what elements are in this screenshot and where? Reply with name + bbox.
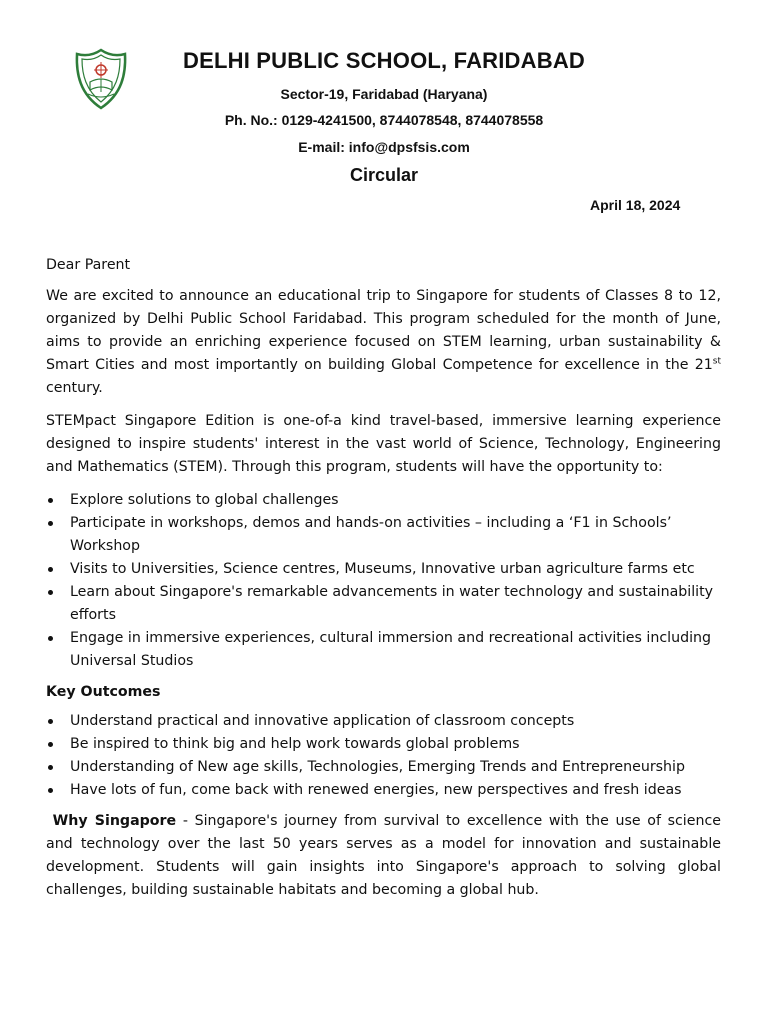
- key-outcomes-heading: Key Outcomes: [46, 684, 161, 700]
- list-item: Be inspired to think big and help work towards global problems: [46, 733, 721, 756]
- list-item: Have lots of fun, come back with renewed energies, new perspectives and fresh ideas: [46, 779, 721, 802]
- letter-body: [46, 254, 721, 912]
- school-email: E-mail: info@dpsfsis.com: [298, 139, 470, 155]
- list-item: Understand practical and innovative application of classroom concepts: [46, 710, 721, 733]
- school-phone: Ph. No.: 0129-4241500, 8744078548, 8744078558: [224, 112, 544, 128]
- list-item: Engage in immersive experiences, cultural immersion and recreational activities including Universal Studios: [46, 627, 721, 673]
- why-singapore-paragraph: Why Singapore - Singapore's journey from survival to excellence with the use of science and technology over the last 50 years serves as a model for innovation and sustainable development. Students will gain insights into Singapore's approach to solving global challenges, building sustainable habitats and becoming a global hub.: [46, 813, 721, 898]
- outcomes-list: [46, 710, 721, 802]
- list-item: Understanding of New age skills, Technologies, Emerging Trends and Entrepreneurship: [46, 756, 721, 779]
- list-item: Participate in workshops, demos and hands-on activities – including a ‘F1 in Schools’ Workshop: [46, 512, 721, 558]
- document-title: Circular: [349, 165, 419, 185]
- program-paragraph: STEMpact Singapore Edition is one-of-a kind travel-based, immersive learning experience designed to inspire students' interest in the vast world of Science, Technology, Engineering and Mathematics (STEM). Through this program, students will have the opportunity to:: [46, 413, 721, 475]
- salutation: Dear Parent: [46, 257, 131, 273]
- why-singapore-heading: Why Singapore: [52, 813, 177, 829]
- intro-paragraph: We are excited to announce an educational trip to Singapore for students of Classes 8 to 12, organized by Delhi Public School Faridabad. This program scheduled for the month of June, aims to provide an enriching experience focused on STEM learning, urban sustainability & Smart Cities and most importantly on building Global Competence for excellence in the 21st century.: [46, 288, 721, 396]
- list-item: Visits to Universities, Science centres, Museums, Innovative urban agriculture farms etc: [46, 558, 721, 581]
- circular-date: April 18, 2024: [590, 197, 681, 213]
- list-item: Explore solutions to global challenges: [46, 489, 721, 512]
- school-address: Sector-19, Faridabad (Haryana): [280, 86, 488, 102]
- list-item: Learn about Singapore's remarkable advancements in water technology and sustainability efforts: [46, 581, 721, 627]
- opportunities-list: [46, 489, 721, 673]
- school-name: DELHI PUBLIC SCHOOL, FARIDABAD: [183, 48, 585, 73]
